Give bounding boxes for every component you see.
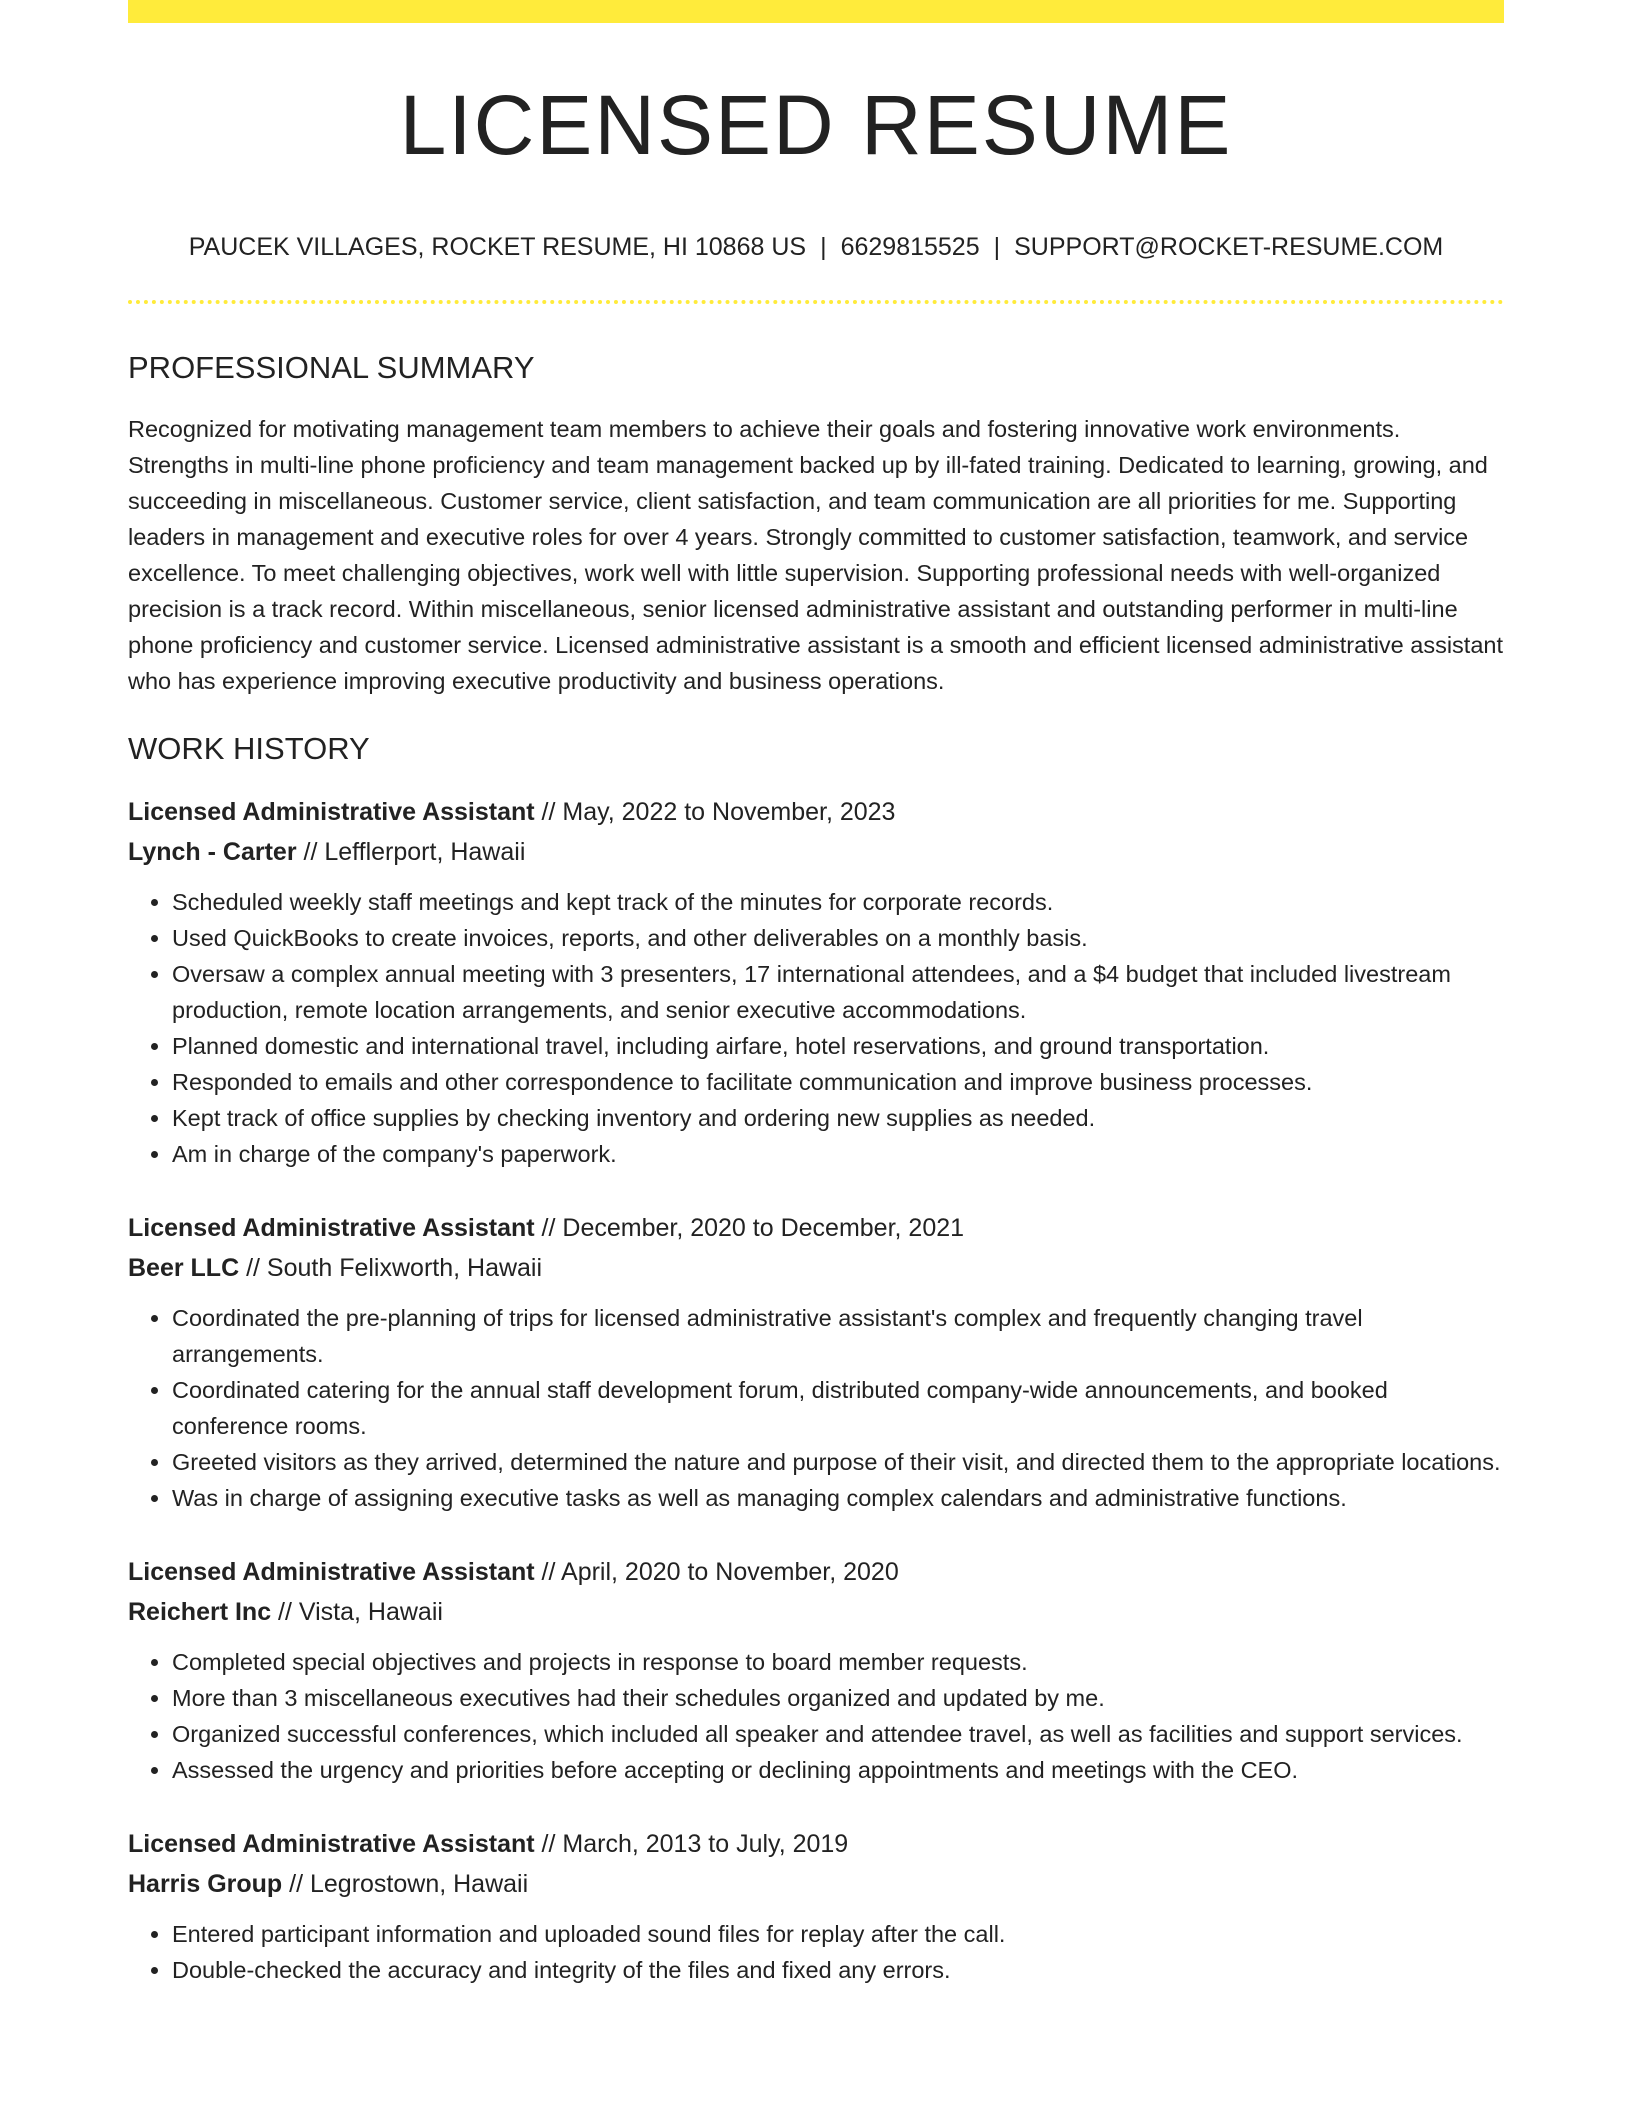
job-dates: // April, 2020 to November, 2020 — [534, 1558, 899, 1586]
job-location: // South Felixworth, Hawaii — [239, 1254, 543, 1282]
summary-heading: PROFESSIONAL SUMMARY — [128, 350, 535, 385]
job-bullets — [128, 1300, 1504, 1516]
job-company-line — [128, 1592, 1504, 1632]
job-bullet: • Oversaw a complex annual meeting with 3 presenters, 17 international attendees, and a $4 budget that included livestream production, remote location arrangements, and senior executive accommodations. — [172, 956, 1504, 1028]
contact-address: PAUCEK VILLAGES, ROCKET RESUME, HI 10868 US — [188, 233, 807, 261]
job-bullet: • Kept track of office supplies by checking inventory and ordering new supplies as needed. — [172, 1100, 1504, 1136]
top-accent-bar — [128, 0, 1504, 23]
job-company: Reichert Inc — [128, 1598, 272, 1626]
resume-page — [128, 0, 1504, 1988]
job-bullet: • Was in charge of assigning executive tasks as well as managing complex calendars and administrative functions. — [172, 1480, 1504, 1516]
job-bullet: • Responded to emails and other correspondence to facilitate communication and improve business processes. — [172, 1064, 1504, 1100]
job-entry — [128, 1824, 1504, 1988]
job-bullet: • Entered participant information and uploaded sound files for replay after the call. — [172, 1916, 1504, 1952]
job-title: Licensed Administrative Assistant — [128, 1558, 535, 1586]
contact-line — [128, 233, 1504, 262]
job-company-line — [128, 832, 1504, 872]
job-bullet: • Double-checked the accuracy and integrity of the files and fixed any errors. — [172, 1952, 1504, 1988]
job-location: // Legrostown, Hawaii — [282, 1870, 529, 1898]
job-bullets — [128, 1916, 1504, 1988]
page-title: LICENSED RESUME — [399, 78, 1233, 172]
job-bullet: • Coordinated the pre-planning of trips for licensed administrative assistant's complex and frequently changing travel arrangements. — [172, 1300, 1504, 1372]
contact-separator: | — [993, 233, 1001, 261]
job-bullet: • Scheduled weekly staff meetings and kept track of the minutes for corporate records. — [172, 884, 1504, 920]
job-bullets — [128, 1644, 1504, 1788]
job-bullet: • Used QuickBooks to create invoices, reports, and other deliverables on a monthly basis. — [172, 920, 1504, 956]
job-bullet: • Completed special objectives and projects in response to board member requests. — [172, 1644, 1504, 1680]
job-title-line — [128, 1552, 1504, 1592]
dotted-divider — [128, 300, 1504, 304]
job-title: Licensed Administrative Assistant — [128, 798, 535, 826]
job-entry — [128, 792, 1504, 1172]
job-bullets — [128, 884, 1504, 1172]
job-company: Beer LLC — [128, 1254, 240, 1282]
job-title-line — [128, 1208, 1504, 1248]
contact-separator: | — [820, 233, 827, 261]
job-dates: // March, 2013 to July, 2019 — [534, 1830, 849, 1858]
job-bullet: • Coordinated catering for the annual staff development forum, distributed company-wide announcements, and booked conference rooms. — [172, 1372, 1504, 1444]
job-title-line — [128, 1824, 1504, 1864]
job-company-line — [128, 1864, 1504, 1904]
work-history-heading: WORK HISTORY — [128, 731, 370, 766]
contact-email: SUPPORT@ROCKET-RESUME.COM — [1014, 233, 1444, 261]
job-title: Licensed Administrative Assistant — [128, 1214, 535, 1242]
summary-text: Recognized for motivating management team members to achieve their goals and fostering innovative work environments. Strengths in multi-line phone proficiency and team management backed up by ill-fated training. Dedicated to learning, growing, and succeeding in miscellaneous. Customer service, client satisfaction, and team communication are all priorities for me. Supporting leaders in management and executive roles for over 4 years. Strongly committed to customer satisfaction, teamwork, and service excellence. To meet challenging objectives, work well with little supervision. Supporting professional needs with well-organized precision is a track record. Within miscellaneous, senior licensed administrative assistant and outstanding performer in multi-line phone proficiency and customer service. Licensed administrative assistant is a smooth and efficient licensed administrative assistant who has experience improving executive productivity and business operations. — [128, 416, 1504, 694]
job-bullet: • Assessed the urgency and priorities before accepting or declining appointments and meetings with the CEO. — [172, 1752, 1504, 1788]
job-entry — [128, 1552, 1504, 1788]
job-location: // Vista, Hawaii — [271, 1598, 443, 1626]
job-bullet: • Am in charge of the company's paperwork. — [172, 1136, 1504, 1172]
job-bullet: • Organized successful conferences, which included all speaker and attendee travel, as well as facilities and support services. — [172, 1716, 1504, 1752]
job-dates: // May, 2022 to November, 2023 — [534, 798, 896, 826]
job-location: // Lefflerport, Hawaii — [296, 838, 526, 866]
job-company-line — [128, 1248, 1504, 1288]
contact-phone: 6629815525 — [840, 233, 980, 261]
job-bullet: • Greeted visitors as they arrived, determined the nature and purpose of their visit, and directed them to the appropriate locations. — [172, 1444, 1504, 1480]
job-bullet: • Planned domestic and international travel, including airfare, hotel reservations, and ground transportation. — [172, 1028, 1504, 1064]
job-company: Lynch - Carter — [128, 838, 297, 866]
job-title-line — [128, 792, 1504, 832]
job-entry — [128, 1208, 1504, 1516]
job-bullet: • More than 3 miscellaneous executives had their schedules organized and updated by me. — [172, 1680, 1504, 1716]
job-company: Harris Group — [128, 1870, 283, 1898]
job-dates: // December, 2020 to December, 2021 — [534, 1214, 965, 1242]
job-title: Licensed Administrative Assistant — [128, 1830, 535, 1858]
